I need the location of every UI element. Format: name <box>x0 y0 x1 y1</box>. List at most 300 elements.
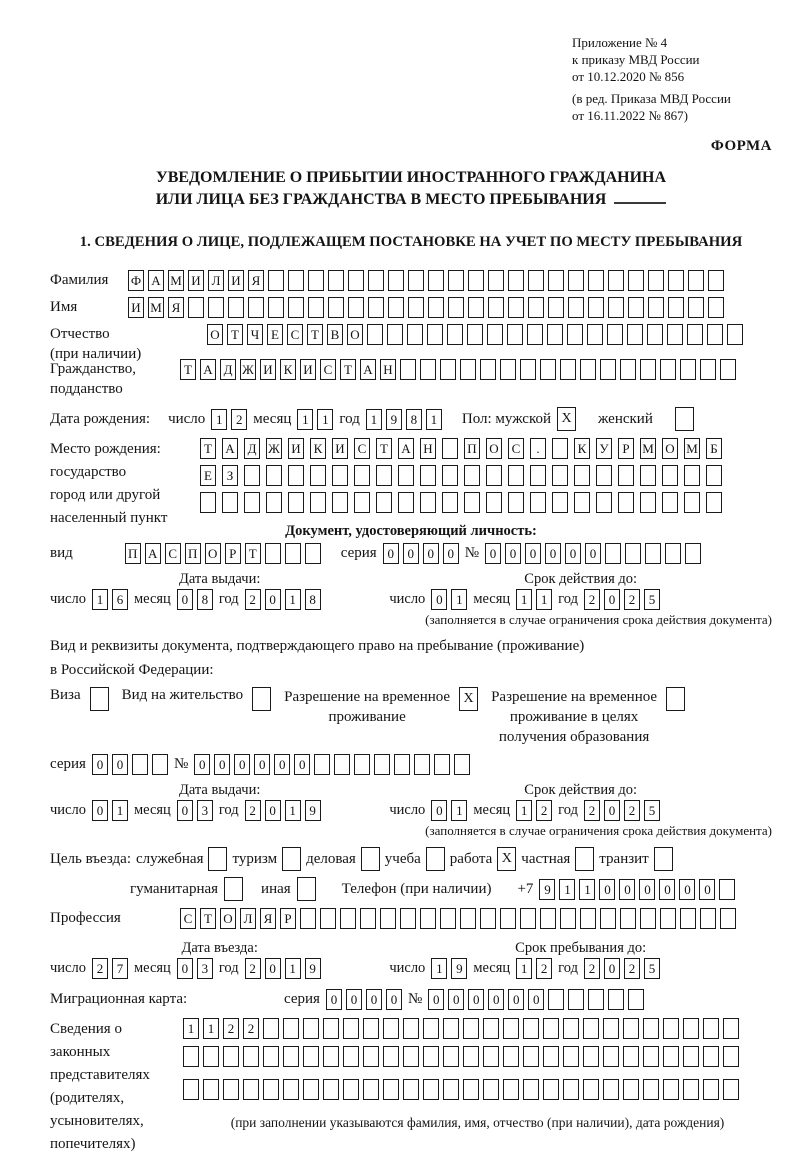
surname-cell-9[interactable] <box>288 270 304 291</box>
profession-cell-27[interactable] <box>700 908 716 929</box>
given_name-cell-18[interactable] <box>468 297 484 318</box>
id_number-cell-4[interactable]: 0 <box>545 543 561 564</box>
doc-series-boxes[interactable] <box>383 543 459 564</box>
birthplace_r1-cell-23[interactable]: М <box>684 438 700 459</box>
permit_valid_year-cell-2[interactable]: 0 <box>604 800 620 821</box>
purpose-business-checkbox[interactable] <box>361 847 380 871</box>
rep_r1-cell-25[interactable] <box>663 1018 679 1039</box>
permit-issue-day-boxes[interactable] <box>92 800 128 821</box>
rep_r1-cell-1[interactable]: 1 <box>183 1018 199 1039</box>
rep_r3-cell-21[interactable] <box>583 1079 599 1100</box>
surname-cell-4[interactable]: И <box>188 270 204 291</box>
citizenship-cell-7[interactable]: И <box>300 359 316 380</box>
rep_r3-cell-27[interactable] <box>703 1079 719 1100</box>
id_issue_year-cell-3[interactable]: 1 <box>285 589 301 610</box>
rep_r2-cell-18[interactable] <box>523 1046 539 1067</box>
permit_number-cell-11[interactable] <box>394 754 410 775</box>
rep_r3-cell-16[interactable] <box>483 1079 499 1100</box>
rep_r3-cell-10[interactable] <box>363 1079 379 1100</box>
surname-cell-11[interactable] <box>328 270 344 291</box>
patronymic-cell-10[interactable] <box>387 324 403 345</box>
given_name-cell-22[interactable] <box>548 297 564 318</box>
phone-cell-5[interactable]: 0 <box>619 879 635 900</box>
surname-cell-7[interactable]: Я <box>248 270 264 291</box>
rep_r1-cell-22[interactable] <box>603 1018 619 1039</box>
surname-cell-1[interactable]: Ф <box>128 270 144 291</box>
dob_year-cell-1[interactable]: 1 <box>366 409 382 430</box>
patronymic-cell-19[interactable] <box>567 324 583 345</box>
phone-cell-10[interactable] <box>719 879 735 900</box>
birthplace_r1-cell-2[interactable]: А <box>222 438 238 459</box>
profession-cell-17[interactable] <box>500 908 516 929</box>
citizenship-cell-5[interactable]: И <box>260 359 276 380</box>
birthplace_r2-cell-11[interactable] <box>420 465 436 486</box>
birthplace_r2-cell-6[interactable] <box>310 465 326 486</box>
birthplace_r3-cell-3[interactable] <box>244 492 260 513</box>
profession-cell-24[interactable] <box>640 908 656 929</box>
birthplace_r3-cell-13[interactable] <box>464 492 480 513</box>
patronymic-cell-26[interactable] <box>707 324 723 345</box>
citizenship-cell-21[interactable] <box>580 359 596 380</box>
mig-number-boxes[interactable] <box>428 989 644 1010</box>
cb_study-cell-1[interactable] <box>426 847 445 871</box>
patronymic-cell-14[interactable] <box>467 324 483 345</box>
patronymic-cell-23[interactable] <box>647 324 663 345</box>
cb_temp_permit-cell-1[interactable]: X <box>459 687 478 711</box>
cb_residence-cell-1[interactable] <box>252 687 271 711</box>
rep_r3-cell-12[interactable] <box>403 1079 419 1100</box>
stay_year-cell-4[interactable]: 5 <box>644 958 660 979</box>
mig_series-cell-1[interactable]: 0 <box>326 989 342 1010</box>
rep_r1-cell-16[interactable] <box>483 1018 499 1039</box>
given_name-cell-6[interactable] <box>228 297 244 318</box>
temp-permit-checkbox[interactable] <box>459 687 478 711</box>
permit_valid_year-cell-3[interactable]: 2 <box>624 800 640 821</box>
id_issue_month-cell-2[interactable]: 8 <box>197 589 213 610</box>
rep_r2-cell-6[interactable] <box>283 1046 299 1067</box>
rep_r2-cell-7[interactable] <box>303 1046 319 1067</box>
dob-year-boxes[interactable] <box>366 409 442 430</box>
given_name-cell-24[interactable] <box>588 297 604 318</box>
birthplace_r2-cell-20[interactable] <box>618 465 634 486</box>
rep_r3-cell-17[interactable] <box>503 1079 519 1100</box>
id_valid_year-cell-2[interactable]: 0 <box>604 589 620 610</box>
permit_valid_month-cell-1[interactable]: 1 <box>516 800 532 821</box>
citizenship-cell-28[interactable] <box>720 359 736 380</box>
rep_r2-cell-25[interactable] <box>663 1046 679 1067</box>
patronymic-cell-13[interactable] <box>447 324 463 345</box>
citizenship-cell-16[interactable] <box>480 359 496 380</box>
surname-cell-20[interactable] <box>508 270 524 291</box>
entry_year-cell-1[interactable]: 2 <box>245 958 261 979</box>
birthplace_r1-cell-5[interactable]: И <box>288 438 304 459</box>
given_name-cell-7[interactable] <box>248 297 264 318</box>
permit_series-cell-1[interactable]: 0 <box>92 754 108 775</box>
surname-cell-2[interactable]: А <box>148 270 164 291</box>
stay_month-cell-2[interactable]: 2 <box>536 958 552 979</box>
surname-cell-3[interactable]: М <box>168 270 184 291</box>
id_number-cell-1[interactable]: 0 <box>485 543 501 564</box>
cb_work-cell-1[interactable]: X <box>497 847 516 871</box>
entry_month-cell-2[interactable]: 3 <box>197 958 213 979</box>
birthplace_r1-cell-14[interactable]: О <box>486 438 502 459</box>
surname-cell-8[interactable] <box>268 270 284 291</box>
mig_number-cell-1[interactable]: 0 <box>428 989 444 1010</box>
rep_r2-cell-2[interactable] <box>203 1046 219 1067</box>
profession-cell-1[interactable]: С <box>180 908 196 929</box>
citizenship-cell-23[interactable] <box>620 359 636 380</box>
id_type-cell-8[interactable] <box>265 543 281 564</box>
surname-cell-25[interactable] <box>608 270 624 291</box>
rep_r1-cell-26[interactable] <box>683 1018 699 1039</box>
rep_r3-cell-22[interactable] <box>603 1079 619 1100</box>
birthplace_r2-cell-9[interactable] <box>376 465 392 486</box>
mig_series-cell-4[interactable]: 0 <box>386 989 402 1010</box>
surname-cell-28[interactable] <box>668 270 684 291</box>
citizenship-cell-14[interactable] <box>440 359 456 380</box>
permit_issue_year-cell-4[interactable]: 9 <box>305 800 321 821</box>
id_number-cell-2[interactable]: 0 <box>505 543 521 564</box>
permit_number-cell-4[interactable]: 0 <box>254 754 270 775</box>
purpose-humanitarian-checkbox[interactable] <box>224 877 243 901</box>
stay_day-cell-2[interactable]: 9 <box>451 958 467 979</box>
patronymic-cell-3[interactable]: Ч <box>247 324 263 345</box>
doc-number-boxes[interactable] <box>485 543 701 564</box>
id_number-cell-8[interactable] <box>625 543 641 564</box>
permit_issue_month-cell-1[interactable]: 0 <box>177 800 193 821</box>
profession-cell-15[interactable] <box>460 908 476 929</box>
permit_issue_month-cell-2[interactable]: 3 <box>197 800 213 821</box>
mig_number-cell-6[interactable]: 0 <box>528 989 544 1010</box>
id_series-cell-1[interactable]: 0 <box>383 543 399 564</box>
permit_series-cell-2[interactable]: 0 <box>112 754 128 775</box>
rep_r3-cell-5[interactable] <box>263 1079 279 1100</box>
profession-cell-16[interactable] <box>480 908 496 929</box>
id_type-cell-6[interactable]: Р <box>225 543 241 564</box>
birthplace_r3-cell-5[interactable] <box>288 492 304 513</box>
permit-valid-day-boxes[interactable] <box>431 800 467 821</box>
citizenship-cell-9[interactable]: Т <box>340 359 356 380</box>
birthplace_r1-cell-15[interactable]: С <box>508 438 524 459</box>
birthplace_r3-cell-19[interactable] <box>596 492 612 513</box>
given_name-cell-27[interactable] <box>648 297 664 318</box>
surname-cell-29[interactable] <box>688 270 704 291</box>
representatives-boxes-row1[interactable] <box>183 1018 739 1039</box>
profession-cell-3[interactable]: О <box>220 908 236 929</box>
given_name-cell-4[interactable] <box>188 297 204 318</box>
surname-cell-10[interactable] <box>308 270 324 291</box>
dob_day-cell-1[interactable]: 1 <box>211 409 227 430</box>
birthplace_r1-cell-16[interactable]: . <box>530 438 546 459</box>
dob_year-cell-3[interactable]: 8 <box>406 409 422 430</box>
rep_r3-cell-11[interactable] <box>383 1079 399 1100</box>
profession-cell-26[interactable] <box>680 908 696 929</box>
rep_r3-cell-1[interactable] <box>183 1079 199 1100</box>
birthplace_r1-cell-9[interactable]: Т <box>376 438 392 459</box>
profession-cell-7[interactable] <box>300 908 316 929</box>
surname-cell-12[interactable] <box>348 270 364 291</box>
profession-cell-12[interactable] <box>400 908 416 929</box>
purpose-private-checkbox[interactable] <box>575 847 594 871</box>
patronymic-cell-4[interactable]: Е <box>267 324 283 345</box>
rep_r1-cell-3[interactable]: 2 <box>223 1018 239 1039</box>
citizenship-cell-10[interactable]: А <box>360 359 376 380</box>
citizenship-cell-24[interactable] <box>640 359 656 380</box>
citizenship-cell-26[interactable] <box>680 359 696 380</box>
citizenship-cell-1[interactable]: Т <box>180 359 196 380</box>
birthplace_r3-cell-11[interactable] <box>420 492 436 513</box>
dob_day-cell-2[interactable]: 2 <box>231 409 247 430</box>
rep_r1-cell-13[interactable] <box>423 1018 439 1039</box>
rep_r1-cell-10[interactable] <box>363 1018 379 1039</box>
permit_number-cell-1[interactable]: 0 <box>194 754 210 775</box>
permit_number-cell-12[interactable] <box>414 754 430 775</box>
id_valid_year-cell-3[interactable]: 2 <box>624 589 640 610</box>
birthplace_r2-cell-17[interactable] <box>552 465 568 486</box>
phone-cell-4[interactable]: 0 <box>599 879 615 900</box>
dob-month-boxes[interactable] <box>297 409 333 430</box>
cb_business-cell-1[interactable] <box>361 847 380 871</box>
given_name-cell-11[interactable] <box>328 297 344 318</box>
birthplace_r2-cell-12[interactable] <box>442 465 458 486</box>
id_series-cell-2[interactable]: 0 <box>403 543 419 564</box>
dob_year-cell-4[interactable]: 1 <box>426 409 442 430</box>
birthplace_r2-cell-21[interactable] <box>640 465 656 486</box>
id_number-cell-9[interactable] <box>645 543 661 564</box>
birthplace_r1-cell-10[interactable]: А <box>398 438 414 459</box>
permit_number-cell-9[interactable] <box>354 754 370 775</box>
surname-cell-15[interactable] <box>408 270 424 291</box>
given_name-cell-19[interactable] <box>488 297 504 318</box>
permit_valid_day-cell-2[interactable]: 1 <box>451 800 467 821</box>
surname-cell-13[interactable] <box>368 270 384 291</box>
id_issue_year-cell-1[interactable]: 2 <box>245 589 261 610</box>
residence-permit-checkbox[interactable] <box>252 687 271 711</box>
birthplace_r3-cell-15[interactable] <box>508 492 524 513</box>
cb_official-cell-1[interactable] <box>208 847 227 871</box>
rep_r1-cell-23[interactable] <box>623 1018 639 1039</box>
rep_r1-cell-12[interactable] <box>403 1018 419 1039</box>
profession-cell-20[interactable] <box>560 908 576 929</box>
entry_year-cell-4[interactable]: 9 <box>305 958 321 979</box>
rep_r2-cell-23[interactable] <box>623 1046 639 1067</box>
given_name-cell-2[interactable]: М <box>148 297 164 318</box>
birthplace_r1-cell-3[interactable]: Д <box>244 438 260 459</box>
id_issue_month-cell-1[interactable]: 0 <box>177 589 193 610</box>
rep_r2-cell-28[interactable] <box>723 1046 739 1067</box>
cb_private-cell-1[interactable] <box>575 847 594 871</box>
rep_r3-cell-15[interactable] <box>463 1079 479 1100</box>
permit_valid_year-cell-4[interactable]: 5 <box>644 800 660 821</box>
entry_year-cell-3[interactable]: 1 <box>285 958 301 979</box>
id_series-cell-4[interactable]: 0 <box>443 543 459 564</box>
birthplace_r2-cell-3[interactable] <box>244 465 260 486</box>
surname-cell-14[interactable] <box>388 270 404 291</box>
given_name-cell-28[interactable] <box>668 297 684 318</box>
profession-cell-13[interactable] <box>420 908 436 929</box>
id_series-cell-3[interactable]: 0 <box>423 543 439 564</box>
rep_r3-cell-3[interactable] <box>223 1079 239 1100</box>
rep_r1-cell-20[interactable] <box>563 1018 579 1039</box>
id_valid_month-cell-1[interactable]: 1 <box>516 589 532 610</box>
permit-valid-month-boxes[interactable] <box>516 800 552 821</box>
citizenship-cell-17[interactable] <box>500 359 516 380</box>
rep_r1-cell-2[interactable]: 1 <box>203 1018 219 1039</box>
rep_r2-cell-21[interactable] <box>583 1046 599 1067</box>
permit_series-cell-4[interactable] <box>152 754 168 775</box>
surname-cell-16[interactable] <box>428 270 444 291</box>
birthplace_r3-cell-18[interactable] <box>574 492 590 513</box>
rep_r1-cell-28[interactable] <box>723 1018 739 1039</box>
sex-male-checkbox[interactable] <box>557 407 576 431</box>
rep_r2-cell-8[interactable] <box>323 1046 339 1067</box>
edu-permit-checkbox[interactable] <box>666 687 685 711</box>
sex_male-cell-1[interactable]: X <box>557 407 576 431</box>
patronymic-cell-22[interactable] <box>627 324 643 345</box>
doc-type-boxes[interactable] <box>125 543 321 564</box>
surname-cell-23[interactable] <box>568 270 584 291</box>
profession-cell-4[interactable]: Л <box>240 908 256 929</box>
stay_day-cell-1[interactable]: 1 <box>431 958 447 979</box>
cb_humanitarian-cell-1[interactable] <box>224 877 243 901</box>
permit-issue-month-boxes[interactable] <box>177 800 213 821</box>
birthplace_r3-cell-7[interactable] <box>332 492 348 513</box>
profession-cell-8[interactable] <box>320 908 336 929</box>
birthplace_r2-cell-8[interactable] <box>354 465 370 486</box>
id_type-cell-9[interactable] <box>285 543 301 564</box>
birthplace_r2-cell-18[interactable] <box>574 465 590 486</box>
surname-cell-19[interactable] <box>488 270 504 291</box>
birthplace_r3-cell-2[interactable] <box>222 492 238 513</box>
citizenship-boxes[interactable] <box>180 359 736 380</box>
representatives-boxes-row2[interactable] <box>183 1046 739 1067</box>
permit_valid_day-cell-1[interactable]: 0 <box>431 800 447 821</box>
permit_number-cell-3[interactable]: 0 <box>234 754 250 775</box>
permit_number-cell-2[interactable]: 0 <box>214 754 230 775</box>
birthplace_r2-cell-15[interactable] <box>508 465 524 486</box>
rep_r1-cell-15[interactable] <box>463 1018 479 1039</box>
representatives-boxes-row3[interactable] <box>183 1079 739 1100</box>
given_name-cell-25[interactable] <box>608 297 624 318</box>
stay-day-boxes[interactable] <box>431 958 467 979</box>
rep_r2-cell-10[interactable] <box>363 1046 379 1067</box>
mig_number-cell-5[interactable]: 0 <box>508 989 524 1010</box>
entry_day-cell-1[interactable]: 2 <box>92 958 108 979</box>
birthplace_r2-cell-4[interactable] <box>266 465 282 486</box>
birthplace_r2-cell-10[interactable] <box>398 465 414 486</box>
rep_r1-cell-18[interactable] <box>523 1018 539 1039</box>
given_name-cell-30[interactable] <box>708 297 724 318</box>
permit_number-cell-7[interactable] <box>314 754 330 775</box>
birthplace_r3-cell-24[interactable] <box>706 492 722 513</box>
entry-year-boxes[interactable] <box>245 958 321 979</box>
profession-cell-19[interactable] <box>540 908 556 929</box>
given_name-cell-26[interactable] <box>628 297 644 318</box>
mig_number-cell-10[interactable] <box>608 989 624 1010</box>
phone-cell-6[interactable]: 0 <box>639 879 655 900</box>
rep_r3-cell-14[interactable] <box>443 1079 459 1100</box>
given_name-cell-23[interactable] <box>568 297 584 318</box>
profession-boxes[interactable] <box>180 908 736 929</box>
rep_r1-cell-4[interactable]: 2 <box>243 1018 259 1039</box>
rep_r1-cell-8[interactable] <box>323 1018 339 1039</box>
rep_r3-cell-13[interactable] <box>423 1079 439 1100</box>
phone-cell-2[interactable]: 1 <box>559 879 575 900</box>
permit-series-boxes[interactable] <box>92 754 168 775</box>
mig_number-cell-11[interactable] <box>628 989 644 1010</box>
id_number-cell-10[interactable] <box>665 543 681 564</box>
id_issue_day-cell-2[interactable]: 6 <box>112 589 128 610</box>
purpose-study-checkbox[interactable] <box>426 847 445 871</box>
id_valid_month-cell-2[interactable]: 1 <box>536 589 552 610</box>
profession-cell-9[interactable] <box>340 908 356 929</box>
given_name-cell-8[interactable] <box>268 297 284 318</box>
profession-cell-10[interactable] <box>360 908 376 929</box>
birthplace_r2-cell-14[interactable] <box>486 465 502 486</box>
profession-cell-18[interactable] <box>520 908 536 929</box>
birthplace_r2-cell-24[interactable] <box>706 465 722 486</box>
surname-cell-6[interactable]: И <box>228 270 244 291</box>
patronymic-cell-1[interactable]: О <box>207 324 223 345</box>
profession-cell-6[interactable]: Р <box>280 908 296 929</box>
rep_r2-cell-11[interactable] <box>383 1046 399 1067</box>
given_name-cell-14[interactable] <box>388 297 404 318</box>
rep_r3-cell-2[interactable] <box>203 1079 219 1100</box>
dob_month-cell-2[interactable]: 1 <box>317 409 333 430</box>
cb_tourism-cell-1[interactable] <box>282 847 301 871</box>
birthplace-boxes-row3[interactable] <box>200 492 722 513</box>
patronymic-cell-9[interactable] <box>367 324 383 345</box>
permit_number-cell-10[interactable] <box>374 754 390 775</box>
rep_r2-cell-4[interactable] <box>243 1046 259 1067</box>
rep_r2-cell-17[interactable] <box>503 1046 519 1067</box>
surname-cell-5[interactable]: Л <box>208 270 224 291</box>
visa-checkbox[interactable] <box>90 687 109 711</box>
doc-valid-day-boxes[interactable] <box>431 589 467 610</box>
id_issue_year-cell-4[interactable]: 8 <box>305 589 321 610</box>
citizenship-cell-19[interactable] <box>540 359 556 380</box>
surname-boxes[interactable] <box>128 270 724 291</box>
rep_r3-cell-24[interactable] <box>643 1079 659 1100</box>
birthplace_r3-cell-14[interactable] <box>486 492 502 513</box>
rep_r3-cell-8[interactable] <box>323 1079 339 1100</box>
rep_r1-cell-5[interactable] <box>263 1018 279 1039</box>
purpose-other-checkbox[interactable] <box>297 877 316 901</box>
surname-cell-21[interactable] <box>528 270 544 291</box>
surname-cell-30[interactable] <box>708 270 724 291</box>
permit_issue_year-cell-3[interactable]: 1 <box>285 800 301 821</box>
id_type-cell-4[interactable]: П <box>185 543 201 564</box>
id_type-cell-10[interactable] <box>305 543 321 564</box>
birthplace_r1-cell-6[interactable]: К <box>310 438 326 459</box>
birthplace_r3-cell-12[interactable] <box>442 492 458 513</box>
stay_year-cell-1[interactable]: 2 <box>584 958 600 979</box>
purpose-transit-checkbox[interactable] <box>654 847 673 871</box>
patronymic-cell-6[interactable]: Т <box>307 324 323 345</box>
rep_r3-cell-18[interactable] <box>523 1079 539 1100</box>
birthplace_r1-cell-19[interactable]: У <box>596 438 612 459</box>
stay_year-cell-2[interactable]: 0 <box>604 958 620 979</box>
doc-issue-month-boxes[interactable] <box>177 589 213 610</box>
patronymic-cell-24[interactable] <box>667 324 683 345</box>
purpose-tourism-checkbox[interactable] <box>282 847 301 871</box>
rep_r3-cell-20[interactable] <box>563 1079 579 1100</box>
citizenship-cell-15[interactable] <box>460 359 476 380</box>
permit_number-cell-14[interactable] <box>454 754 470 775</box>
rep_r2-cell-16[interactable] <box>483 1046 499 1067</box>
birthplace_r1-cell-8[interactable]: С <box>354 438 370 459</box>
entry_month-cell-1[interactable]: 0 <box>177 958 193 979</box>
